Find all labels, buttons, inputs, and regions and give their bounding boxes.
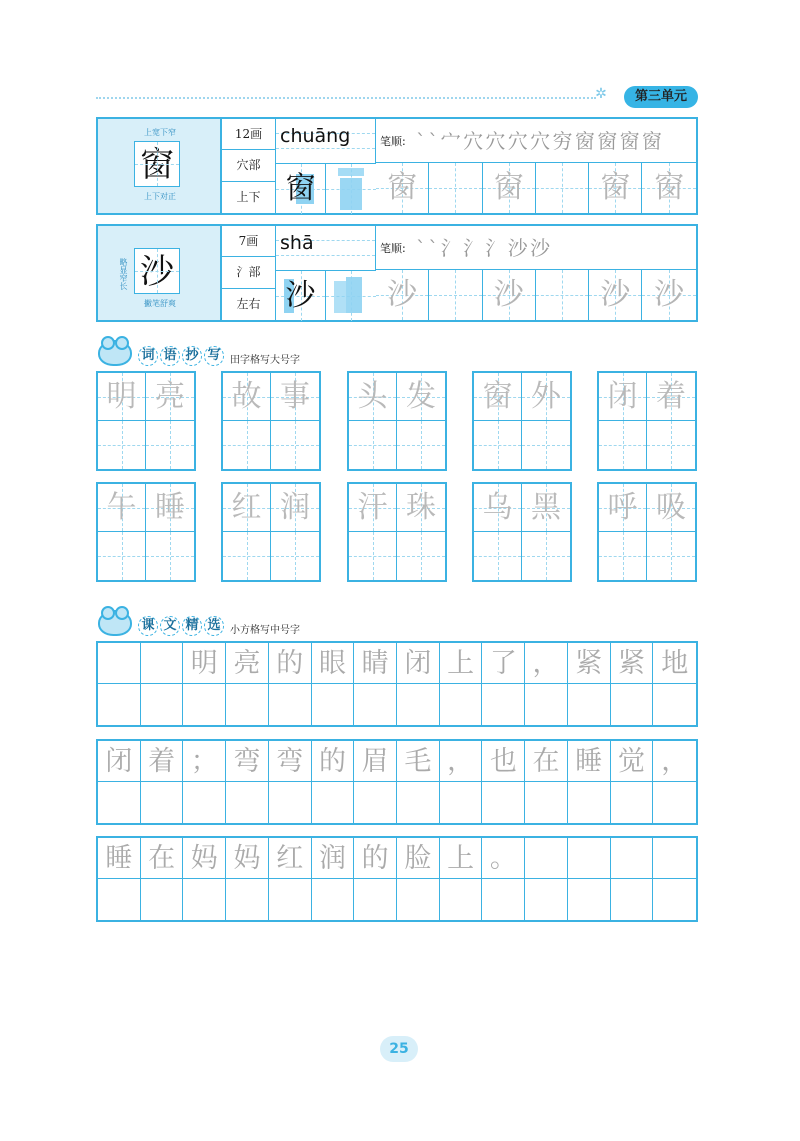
passage-blank-cell[interactable] — [611, 782, 654, 823]
demo-cell — [276, 271, 326, 321]
practice-cell[interactable]: 沙 — [642, 270, 695, 320]
word-box — [221, 371, 321, 471]
radical: 氵部 — [222, 257, 275, 288]
word-cell[interactable] — [271, 421, 319, 469]
structure: 左右 — [236, 296, 261, 311]
passage-blank-cell[interactable] — [98, 879, 141, 920]
word-char: 吸 — [656, 490, 686, 525]
word-char: 呼 — [607, 490, 638, 525]
passage-blank-cell[interactable] — [226, 782, 269, 823]
passage-blank-cell[interactable] — [141, 879, 184, 920]
word-char: 午 — [106, 490, 137, 525]
passage-cell[interactable]: 润 — [312, 838, 355, 878]
passage-cell[interactable]: 的 — [354, 838, 397, 878]
passage-cell[interactable]: 妈 — [226, 838, 269, 878]
word-char: 窗 — [482, 379, 513, 414]
passage-blank-cell[interactable] — [611, 684, 654, 725]
passage-blank-cell[interactable] — [141, 782, 184, 823]
passage-blank-cell[interactable] — [226, 684, 269, 725]
passage-blank-cell[interactable] — [440, 782, 483, 823]
demo-cell — [276, 164, 326, 214]
pinyin-box — [276, 226, 376, 270]
passage-row — [96, 641, 698, 727]
word-cell[interactable] — [98, 484, 146, 532]
word-cell[interactable] — [223, 484, 271, 532]
word-char: 汗 — [357, 490, 388, 525]
passage-blank-cell[interactable] — [653, 879, 696, 920]
practice-cell[interactable] — [429, 270, 482, 320]
word-char: 外 — [531, 379, 561, 414]
practice-cell[interactable] — [536, 270, 589, 320]
char-card-2 — [96, 224, 698, 322]
stroke-order-sequence: ` ` 氵 氵 氵 沙 沙 — [416, 236, 549, 260]
header-divider — [96, 97, 596, 99]
passage-cell[interactable] — [98, 643, 141, 683]
passage-blank-cell[interactable] — [482, 684, 525, 725]
passage-section-title: 课 文 精 选 — [138, 616, 224, 636]
passage-blank-cell[interactable] — [568, 879, 611, 920]
passage-cell[interactable]: 也 — [482, 741, 525, 781]
word-cell[interactable] — [474, 484, 522, 532]
passage-cell[interactable] — [525, 838, 568, 878]
passage-blank-cell[interactable] — [183, 879, 226, 920]
passage-blank-cell[interactable] — [269, 879, 312, 920]
passage-blank-cell[interactable] — [312, 879, 355, 920]
radical: 穴部 — [222, 150, 275, 181]
word-cell[interactable] — [98, 421, 146, 469]
passage-cell[interactable]: 脸 — [397, 838, 440, 878]
passage-blank-cell[interactable] — [525, 782, 568, 823]
passage-blank-cell[interactable] — [653, 782, 696, 823]
passage-blank-cell[interactable] — [354, 684, 397, 725]
practice-cell[interactable] — [429, 163, 482, 213]
demo-cells — [276, 270, 376, 320]
passage-cell[interactable]: 在 — [141, 838, 184, 878]
passage-cell[interactable]: ， — [525, 643, 568, 683]
passage-cell[interactable]: 的 — [269, 643, 312, 683]
passage-blank-cell[interactable] — [440, 879, 483, 920]
panda-icon — [98, 340, 132, 366]
word-char: 闭 — [607, 379, 638, 414]
passage-cell[interactable]: 弯 — [269, 741, 312, 781]
passage-cell[interactable]: 眼 — [312, 643, 355, 683]
pinyin: chuāng — [280, 125, 351, 147]
passage-blank-cell[interactable] — [98, 782, 141, 823]
word-cell[interactable] — [271, 373, 319, 421]
word-cell[interactable] — [522, 532, 570, 580]
passage-blank-cell[interactable] — [269, 684, 312, 725]
word-cell[interactable] — [522, 373, 570, 421]
passage-cell[interactable]: 眉 — [354, 741, 397, 781]
passage-cell[interactable] — [611, 838, 654, 878]
practice-cell[interactable]: 沙 — [376, 270, 429, 320]
demo-cell-highlight — [326, 271, 376, 321]
word-cell[interactable] — [146, 373, 194, 421]
word-box — [221, 482, 321, 582]
featured-char: 沙 — [134, 248, 180, 294]
stroke-order-row — [376, 119, 696, 163]
passage-blank-cell[interactable] — [568, 684, 611, 725]
passage-cell[interactable]: 地 — [661, 648, 689, 679]
word-cell[interactable] — [474, 532, 522, 580]
word-char: 润 — [280, 490, 310, 525]
word-char: 红 — [231, 490, 262, 525]
char-info — [222, 119, 276, 213]
passage-cell[interactable]: 弯 — [226, 741, 269, 781]
passage-cell[interactable]: ； — [183, 741, 226, 781]
word-char: 睡 — [155, 490, 185, 525]
writing-tip-side: 略显窄长 — [119, 258, 128, 290]
stroke-order-sequence: ` ` 宀 穴 穴 穴 穴 穷 窗 窗 窗 窗 — [416, 129, 660, 153]
stroke-order-label: 笔顺: — [380, 135, 406, 148]
page-number: 25 — [380, 1036, 418, 1062]
featured-char: 窗 — [134, 141, 180, 187]
practice-cell[interactable]: 沙 — [483, 270, 536, 320]
passage-blank-cell[interactable] — [397, 782, 440, 823]
word-cell[interactable] — [349, 373, 397, 421]
word-cell[interactable] — [349, 532, 397, 580]
practice-grid — [376, 163, 696, 213]
passage-blank-cell[interactable] — [525, 684, 568, 725]
passage-blank-cell[interactable] — [183, 684, 226, 725]
word-cell[interactable] — [647, 484, 695, 532]
word-cell[interactable] — [522, 484, 570, 532]
passage-cell[interactable]: 闭 — [397, 643, 440, 683]
passage-cell[interactable]: 毛 — [397, 741, 440, 781]
passage-cell[interactable]: 闭 — [98, 741, 141, 781]
stroke-count: 12画 — [222, 119, 275, 150]
word-char: 头 — [357, 379, 388, 414]
word-char: 发 — [406, 379, 436, 414]
passage-blank-cell[interactable] — [440, 684, 483, 725]
passage-cell[interactable] — [653, 838, 696, 878]
word-cell[interactable] — [223, 373, 271, 421]
word-char: 黑 — [531, 490, 561, 525]
passage-cell[interactable]: 觉 — [611, 741, 654, 781]
word-box — [347, 482, 447, 582]
passage-blank-cell[interactable] — [312, 684, 355, 725]
char-card-1 — [96, 117, 698, 215]
word-char: 故 — [231, 379, 262, 414]
word-box — [347, 371, 447, 471]
passage-blank-cell[interactable] — [312, 782, 355, 823]
passage-blank-cell[interactable] — [568, 782, 611, 823]
passage-cell[interactable] — [568, 838, 611, 878]
stroke-order-row — [376, 226, 696, 270]
word-char: 事 — [280, 379, 310, 414]
passage-cell[interactable]: 红 — [269, 838, 312, 878]
practice-cell[interactable]: 窗 — [642, 163, 695, 213]
word-cell[interactable] — [647, 532, 695, 580]
passage-cell[interactable]: 睡 — [98, 838, 141, 878]
word-cell[interactable] — [349, 421, 397, 469]
passage-cell[interactable]: 着 — [141, 741, 184, 781]
word-cell[interactable] — [271, 532, 319, 580]
word-cell[interactable] — [522, 421, 570, 469]
star-icon: ✲ — [595, 86, 607, 102]
stroke-order-label: 笔顺: — [380, 242, 406, 255]
practice-cell[interactable]: 窗 — [376, 163, 429, 213]
words-section-header — [98, 340, 300, 366]
word-cell[interactable] — [647, 421, 695, 469]
writing-tip-bottom: 上下对正 — [144, 192, 176, 201]
passage-cell[interactable]: 的 — [312, 741, 355, 781]
word-cell[interactable] — [474, 373, 522, 421]
passage-blank-cell[interactable] — [525, 879, 568, 920]
word-char: 乌 — [482, 490, 513, 525]
char-info — [222, 226, 276, 320]
word-cell[interactable] — [98, 532, 146, 580]
passage-cell[interactable]: ， — [440, 741, 483, 781]
passage-section-header — [98, 610, 300, 636]
word-cell[interactable] — [599, 484, 647, 532]
passage-blank-cell[interactable] — [482, 879, 525, 920]
word-cell[interactable] — [397, 421, 445, 469]
pinyin: shā — [280, 232, 314, 254]
passage-cell[interactable]: 紧 — [568, 643, 611, 683]
word-cell[interactable] — [349, 484, 397, 532]
word-box — [96, 482, 196, 582]
passage-cell[interactable]: 。 — [482, 838, 525, 878]
word-char: 珠 — [406, 490, 436, 525]
passage-cell[interactable]: 亮 — [226, 643, 269, 683]
word-cell[interactable] — [146, 421, 194, 469]
practice-cell[interactable]: 窗 — [589, 163, 642, 213]
word-char: 着 — [656, 379, 686, 414]
passage-cell[interactable] — [141, 643, 184, 683]
passage-cell[interactable]: 妈 — [183, 838, 226, 878]
passage-section-subtitle: 小方格写中号字 — [230, 625, 300, 636]
word-cell[interactable] — [98, 373, 146, 421]
practice-cell[interactable]: 沙 — [589, 270, 642, 320]
structure: 上下 — [236, 189, 261, 204]
panda-icon — [98, 610, 132, 636]
pinyin-box — [276, 119, 376, 163]
passage-cell[interactable]: 在 — [525, 741, 568, 781]
passage-blank-cell[interactable] — [226, 879, 269, 920]
word-box — [472, 371, 572, 471]
passage-cell[interactable]: 明 — [183, 643, 226, 683]
passage-blank-cell[interactable] — [397, 879, 440, 920]
passage-cell[interactable]: 睛 — [354, 643, 397, 683]
passage-blank-cell[interactable] — [354, 782, 397, 823]
word-cell[interactable] — [397, 373, 445, 421]
passage-cell[interactable]: 睡 — [568, 741, 611, 781]
passage-cell[interactable]: 了 — [482, 643, 525, 683]
passage-cell[interactable]: ， — [661, 746, 689, 777]
word-box — [96, 371, 196, 471]
word-cell[interactable] — [271, 484, 319, 532]
word-cell[interactable] — [599, 421, 647, 469]
passage-row — [96, 739, 698, 825]
words-section-title: 词 语 抄 写 — [138, 346, 224, 366]
word-box — [597, 371, 697, 471]
word-cell[interactable] — [599, 373, 647, 421]
writing-tip-bottom: 撇笔舒爽 — [144, 299, 176, 308]
word-char: 明 — [106, 379, 137, 414]
passage-cell[interactable]: 上 — [440, 643, 483, 683]
practice-cell[interactable]: 窗 — [483, 163, 536, 213]
words-section-subtitle: 田字格写大号字 — [230, 355, 300, 366]
passage-blank-cell[interactable] — [653, 684, 696, 725]
word-cell[interactable] — [223, 532, 271, 580]
char-card-left — [98, 119, 222, 213]
passage-blank-cell[interactable] — [183, 782, 226, 823]
word-cell[interactable] — [599, 532, 647, 580]
word-char: 亮 — [155, 379, 185, 414]
passage-cell[interactable]: 上 — [440, 838, 483, 878]
word-box — [472, 482, 572, 582]
passage-blank-cell[interactable] — [354, 879, 397, 920]
passage-blank-cell[interactable] — [611, 879, 654, 920]
stroke-count: 7画 — [222, 226, 275, 257]
writing-tip-top: 上宽下窄 — [144, 128, 176, 137]
word-box — [597, 482, 697, 582]
unit-tab: 第三单元 — [624, 86, 698, 108]
word-cell[interactable] — [146, 532, 194, 580]
word-cell[interactable] — [223, 421, 271, 469]
passage-blank-cell[interactable] — [98, 684, 141, 725]
passage-blank-cell[interactable] — [397, 684, 440, 725]
word-cell[interactable] — [647, 373, 695, 421]
practice-grid — [376, 270, 696, 320]
passage-row — [96, 836, 698, 922]
demo-cell-highlight — [326, 164, 376, 214]
word-cell[interactable] — [474, 421, 522, 469]
passage-blank-cell[interactable] — [141, 684, 184, 725]
demo-cells — [276, 163, 376, 213]
word-cell[interactable] — [397, 532, 445, 580]
word-cell[interactable] — [397, 484, 445, 532]
char-card-left — [98, 226, 222, 320]
demo-char: 沙 — [285, 278, 316, 313]
passage-blank-cell[interactable] — [269, 782, 312, 823]
passage-blank-cell[interactable] — [482, 782, 525, 823]
passage-cell[interactable]: 紧 — [611, 643, 654, 683]
word-cell[interactable] — [146, 484, 194, 532]
demo-char: 窗 — [285, 171, 316, 206]
practice-cell[interactable] — [536, 163, 589, 213]
